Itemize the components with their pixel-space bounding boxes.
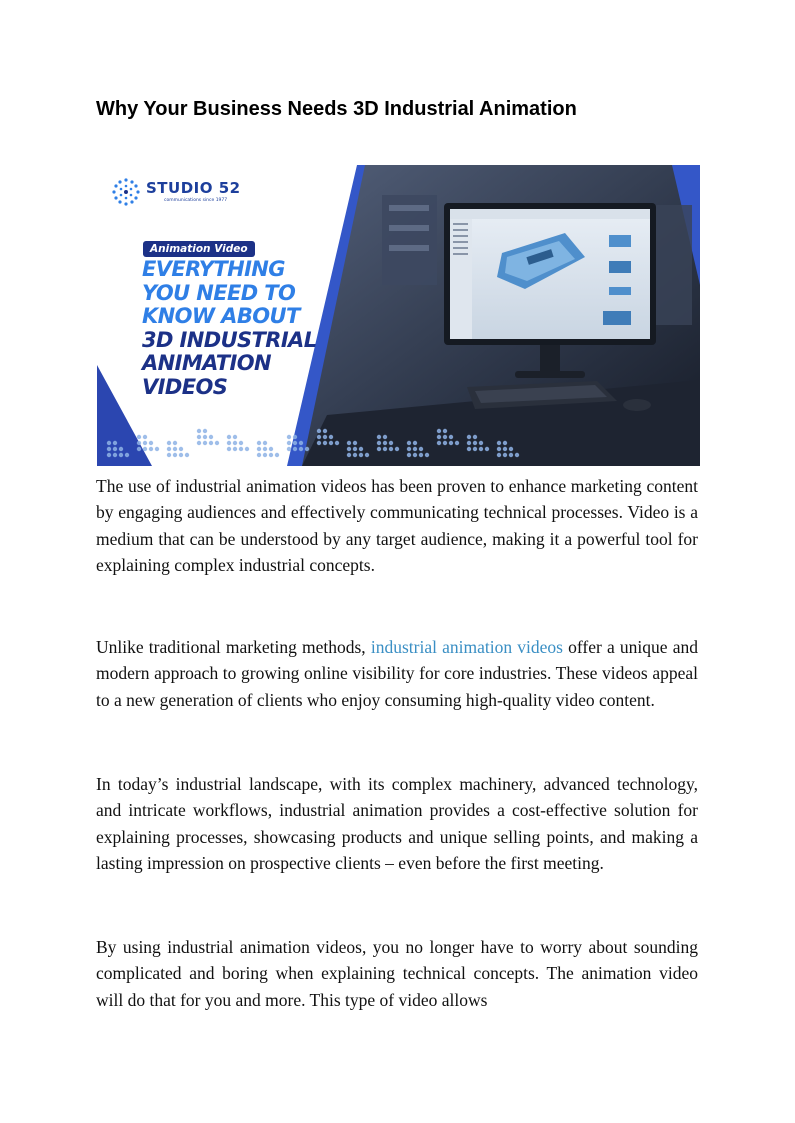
category-pill: Animation Video — [143, 241, 255, 257]
banner-headline — [142, 258, 402, 399]
page-title: Why Your Business Needs 3D Industrial Animation — [96, 98, 577, 120]
brand-name: STUDIO 52 — [146, 179, 241, 197]
paragraph-1: The use of industrial animation videos has been proven to enhance marketing content by engaging audiences and effectively communicating technical processes. Video is a medium that can be understood by any target audience, making it a powerful tool for explaining complex industrial concepts. — [96, 476, 698, 575]
studio52-logo — [110, 176, 250, 212]
headline-line: EVERYTHING — [142, 257, 285, 281]
headline-line: VIDEOS — [142, 374, 228, 399]
paragraph-2-lead: Unlike traditional marketing methods, — [96, 637, 371, 657]
headline-line: ANIMATION — [142, 351, 271, 375]
logo-mark-icon — [110, 176, 142, 208]
headline-line: 3D INDUSTRIAL — [142, 327, 317, 352]
hero-banner-image — [97, 165, 700, 466]
industrial-animation-videos-link[interactable]: industrial animation videos — [370, 637, 563, 657]
paragraph-2 — [96, 634, 698, 713]
brand-tagline: communications since 1977 — [164, 198, 228, 203]
paragraph-3: In today’s industrial landscape, with its complex machinery, advanced technology, and intricate workflows, industrial animation provides a cost-effective solution for explaining processes, showcasing products and unique selling points, and making a lasting impression on prospective clients – even before the first meeting. — [96, 774, 698, 873]
paragraph-2-rest: offer a unique and modern approach to growing online visibility for core industries. These videos appeal to a new generation of clients who enjoy consuming high-quality video content. — [96, 637, 699, 710]
headline-line: KNOW ABOUT — [142, 304, 300, 328]
headline-line: YOU NEED TO — [142, 280, 296, 305]
paragraph-4: By using industrial animation videos, you no longer have to worry about sounding complicated and boring when explaining technical concepts. The animation video will do that for you and more. This type of video allows — [96, 937, 698, 1010]
